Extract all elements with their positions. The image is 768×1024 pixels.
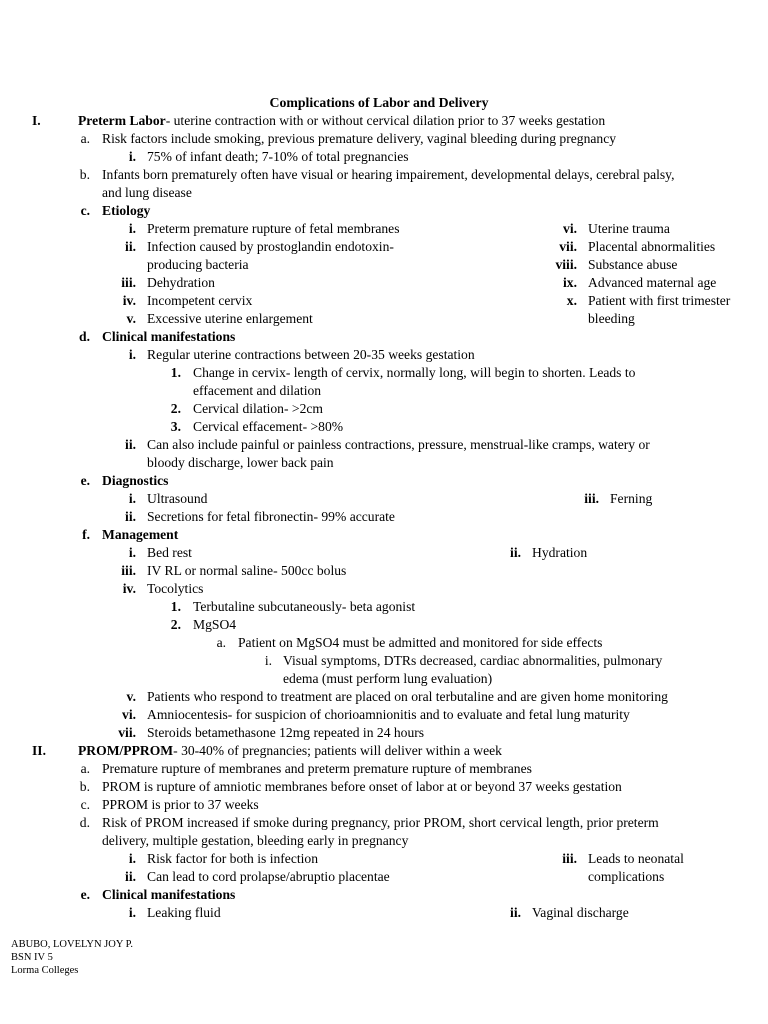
list-marker: v. [126,689,136,704]
list-item-continuation: delivery, multiple gestation, bleeding early in pregnancy [102,833,409,848]
list-item: Bed rest [147,545,192,560]
list-marker: i. [128,221,136,236]
list-item-continuation: bloody discharge, lower back pain [147,455,334,470]
list-item-continuation: producing bacteria [147,257,249,272]
list-marker: iv. [122,581,136,596]
footer-school: Lorma Colleges [11,965,79,976]
list-item: Dehydration [147,275,215,290]
subheading-etiology: Etiology [102,203,151,218]
list-marker: d. [79,815,90,830]
list-item: Patient with first trimester [588,293,731,308]
list-marker: vii. [118,725,136,740]
footer-program: BSN IV 5 [11,952,53,963]
list-item: MgSO4 [193,617,237,632]
list-marker: v. [126,311,136,326]
list-item: Substance abuse [588,257,678,272]
list-marker: a. [216,635,226,650]
list-item: Change in cervix- length of cervix, normally long, will begin to shorten. Leads to [193,365,636,380]
list-item: Uterine trauma [588,221,670,236]
list-marker: vi. [563,221,577,236]
section-2-number: II. [32,743,46,758]
list-item: Regular uterine contractions between 20-35 weeks gestation [147,347,475,362]
list-item: Risk of PROM increased if smoke during pregnancy, prior PROM, short cervical length, prior preterm [102,815,659,830]
document-title: Complications of Labor and Delivery [269,95,489,110]
section-1-heading-line [78,112,605,130]
list-item: Patient on MgSO4 must be admitted and monitored for side effects [238,635,603,650]
list-marker: ii. [125,239,136,254]
subheading-clinical-manifestations: Clinical manifestations [102,887,236,902]
list-marker: c. [80,797,90,812]
list-marker: viii. [555,257,577,272]
list-item: Premature rupture of membranes and preterm premature rupture of membranes [102,761,532,776]
section-1-description: - uterine contraction with or without cervical dilation prior to 37 weeks gestation [165,113,606,128]
subheading-diagnostics: Diagnostics [102,473,169,488]
list-marker: i. [128,149,136,164]
list-item: Steroids betamethasone 12mg repeated in 24 hours [147,725,425,740]
list-item: Ultrasound [147,491,208,506]
list-item: Cervical effacement- >80% [193,419,344,434]
list-marker: ii. [125,509,136,524]
list-item: Infection caused by prostoglandin endotoxin- [147,239,394,254]
list-marker: 3. [170,419,181,434]
list-marker: a. [80,761,90,776]
list-item: Secretions for fetal fibronectin- 99% accurate [147,509,395,524]
list-marker: vi. [122,707,136,722]
list-marker: e. [80,473,90,488]
list-marker: x. [566,293,577,308]
list-item: Leads to neonatal [588,851,684,866]
list-item: Vaginal discharge [532,905,629,920]
list-item: Cervical dilation- >2cm [193,401,323,416]
list-item: Preterm premature rupture of fetal membranes [147,221,400,236]
list-item-continuation: edema (must perform lung evaluation) [283,671,493,686]
section-2-description: - 30-40% of pregnancies; patients will deliver within a week [173,743,502,758]
list-marker: i. [128,851,136,866]
section-1-heading: Preterm Labor [78,113,166,128]
list-marker: ii. [510,545,521,560]
list-marker: b. [79,779,90,794]
list-item: Hydration [532,545,588,560]
list-item: Can also include painful or painless contractions, pressure, menstrual-like cramps, watery or [147,437,650,452]
list-marker: i. [128,347,136,362]
section-2-heading-line [78,742,502,760]
list-item: Advanced maternal age [588,275,717,290]
list-marker: iii. [584,491,599,506]
list-item: PPROM is prior to 37 weeks [102,797,259,812]
list-marker: i. [128,491,136,506]
list-marker: ii. [125,869,136,884]
list-item: Terbutaline subcutaneously- beta agonist [193,599,416,614]
list-marker: ii. [510,905,521,920]
list-marker: c. [80,203,90,218]
list-marker: i. [264,653,272,668]
footer-author-name: ABUBO, LOVELYN JOY P. [11,939,133,950]
list-marker: b. [79,167,90,182]
list-item: Ferning [610,491,653,506]
list-marker: d. [79,329,90,344]
list-marker: i. [128,905,136,920]
list-item: Placental abnormalities [588,239,716,254]
list-marker: i. [128,545,136,560]
section-1-number: I. [32,113,41,128]
list-marker: 1. [170,365,181,380]
list-item: Infants born prematurely often have visual or hearing impairement, developmental delays, cerebral palsy, [102,167,675,182]
list-item: Leaking fluid [147,905,221,920]
list-marker: e. [80,887,90,902]
list-item: Visual symptoms, DTRs decreased, cardiac abnormalities, pulmonary [283,653,663,668]
list-marker: f. [82,527,90,542]
list-item: Risk factors include smoking, previous premature delivery, vaginal bleeding during pregnancy [102,131,617,146]
list-item-continuation: complications [588,869,665,884]
list-item: Patients who respond to treatment are placed on oral terbutaline and are given home monitoring [147,689,668,704]
list-marker: ii. [125,437,136,452]
list-marker: iv. [122,293,136,308]
section-2-heading: PROM/PPROM [78,743,174,758]
subheading-management: Management [102,527,179,542]
list-marker: vii. [559,239,577,254]
list-marker: iii. [121,563,136,578]
list-marker: 2. [170,401,181,416]
list-marker: iii. [562,851,577,866]
list-item-continuation: effacement and dilation [193,383,322,398]
list-item: IV RL or normal saline- 500cc bolus [147,563,347,578]
list-item: Amniocentesis- for suspicion of chorioamnionitis and to evaluate and fetal lung maturity [147,707,630,722]
list-item: 75% of infant death; 7-10% of total pregnancies [147,149,409,164]
list-item: Tocolytics [147,581,204,596]
list-marker: 1. [170,599,181,614]
list-item-continuation: and lung disease [102,185,192,200]
list-marker: 2. [170,617,181,632]
list-item: Risk factor for both is infection [147,851,319,866]
list-item: PROM is rupture of amniotic membranes before onset of labor at or beyond 37 weeks gestation [102,779,622,794]
list-item-continuation: bleeding [588,311,635,326]
list-item: Incompetent cervix [147,293,253,308]
list-marker: a. [80,131,90,146]
list-item: Can lead to cord prolapse/abruptio placentae [147,869,390,884]
list-marker: ix. [563,275,577,290]
subheading-clinical-manifestations: Clinical manifestations [102,329,236,344]
list-item: Excessive uterine enlargement [147,311,313,326]
list-marker: iii. [121,275,136,290]
